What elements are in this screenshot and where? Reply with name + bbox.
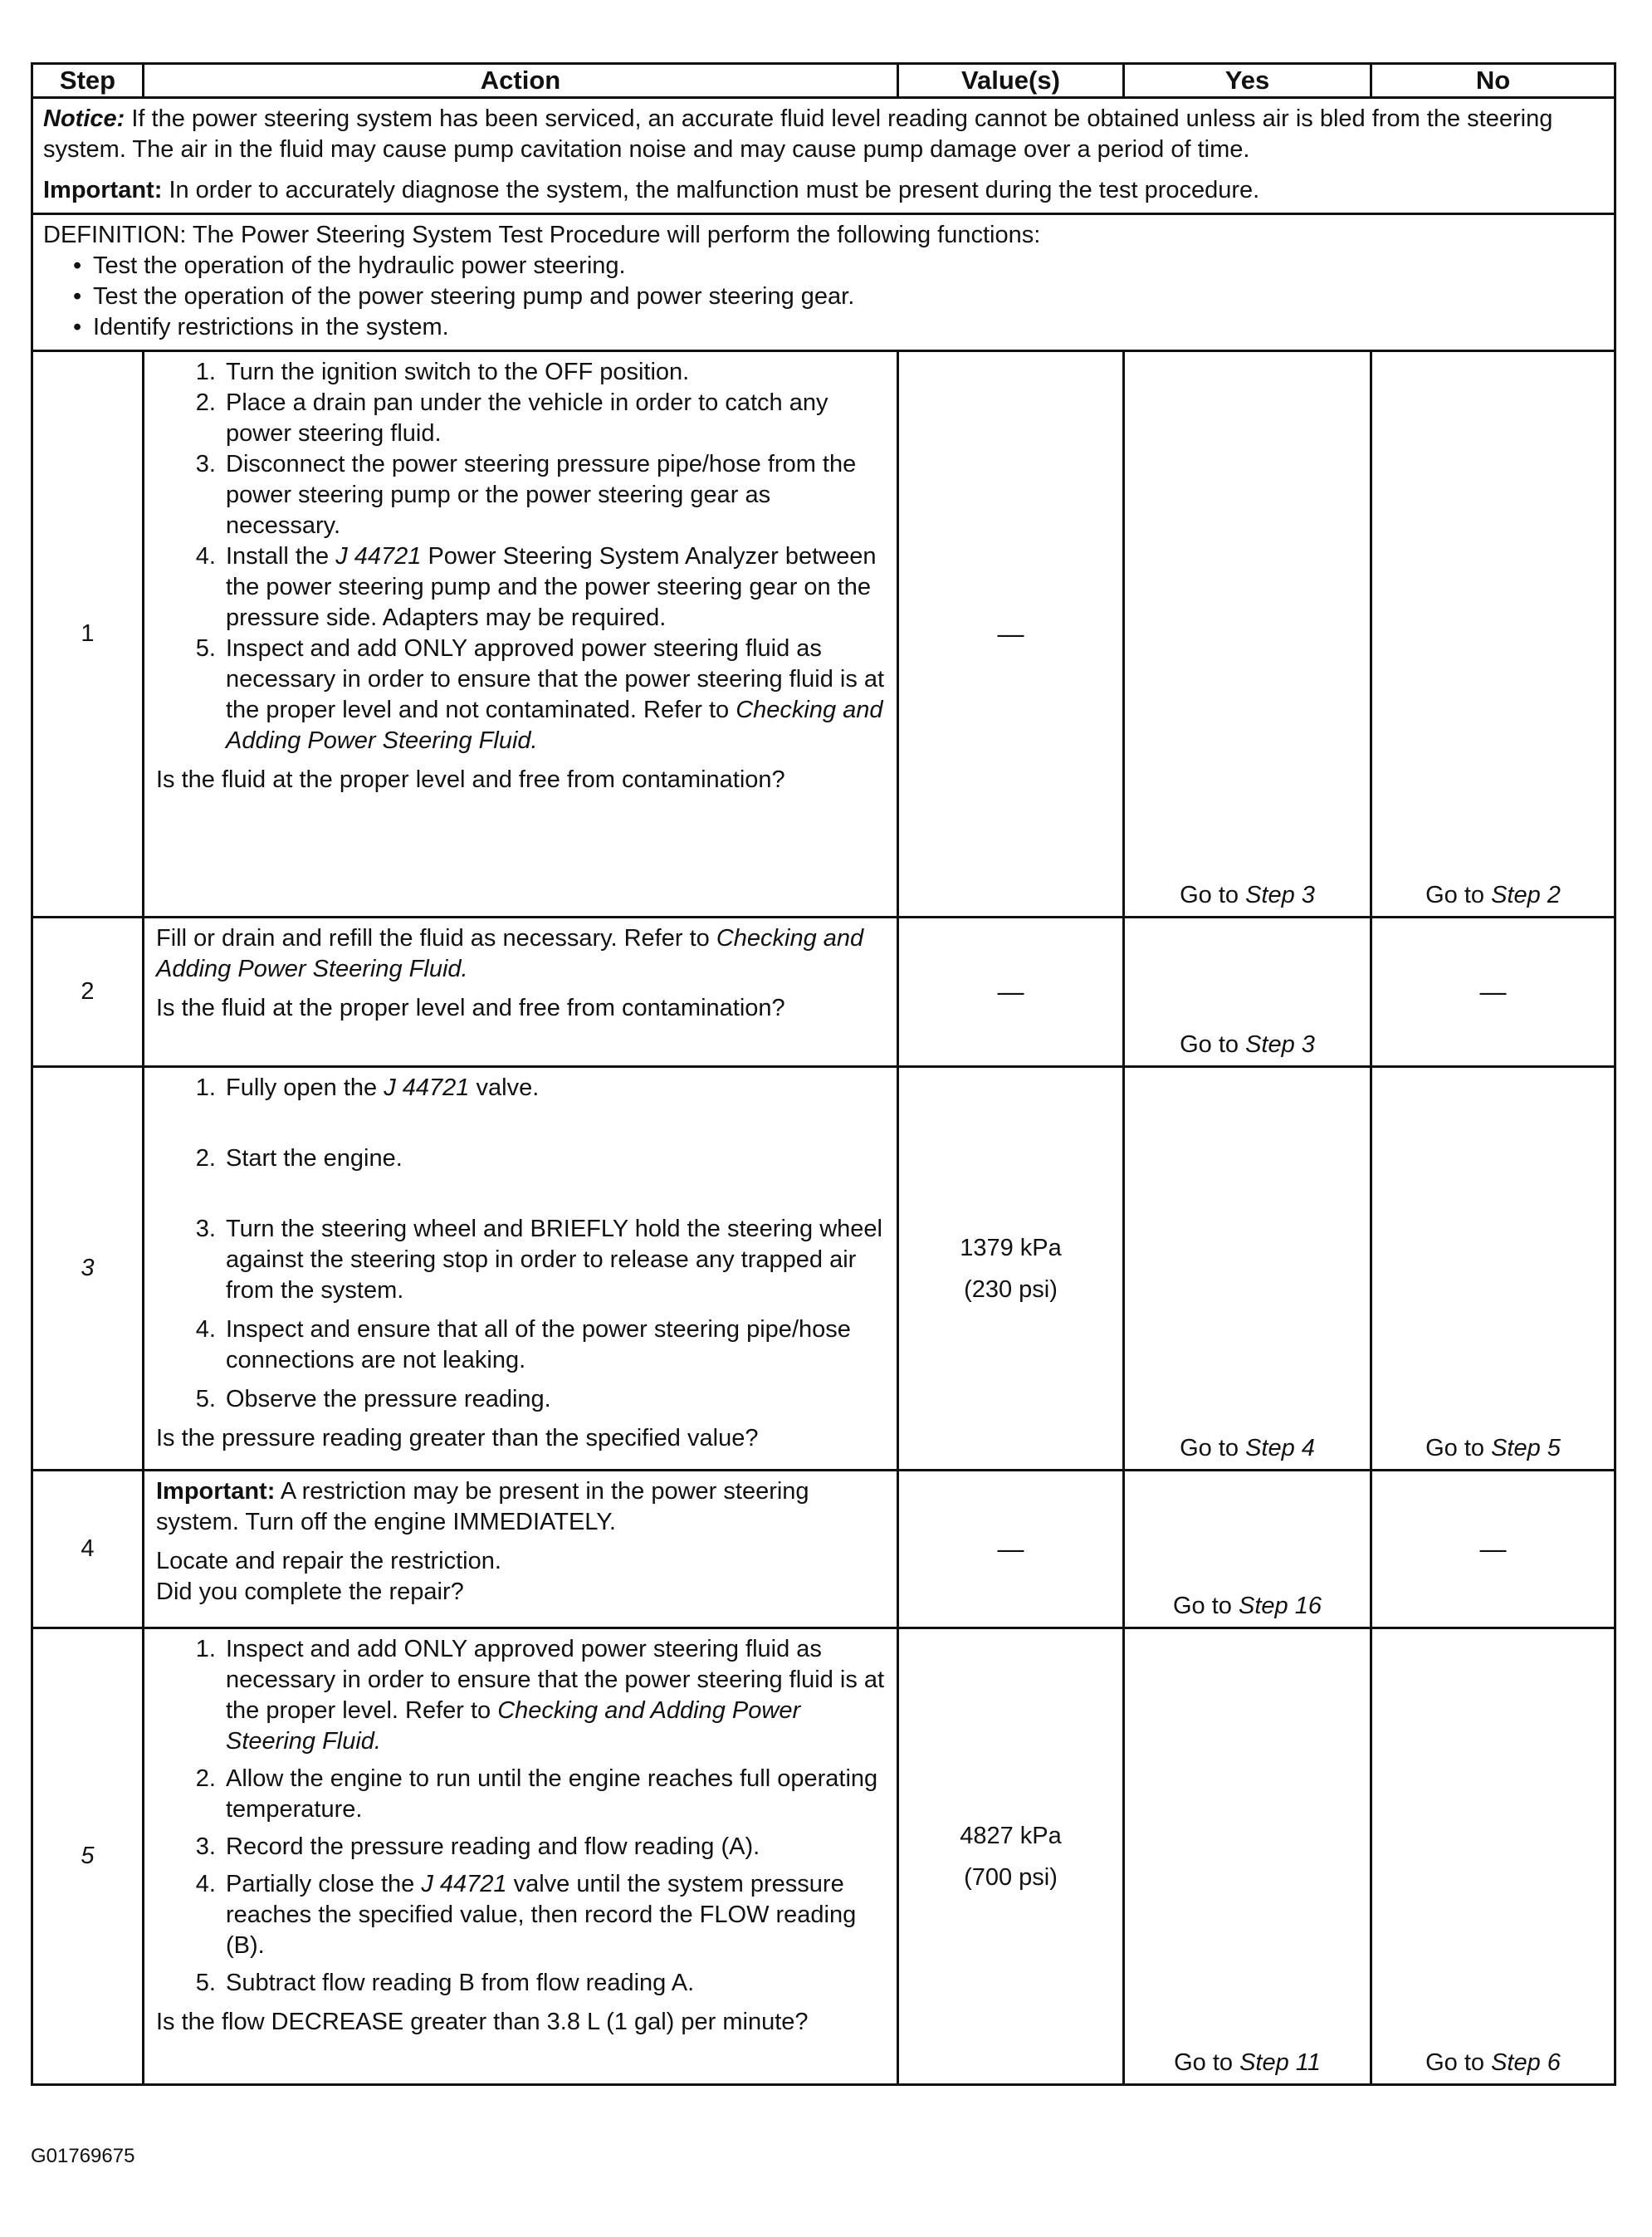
result-text: Go to [1425, 882, 1485, 908]
step-action [144, 1628, 898, 2085]
step-reference: Step 4 [1245, 1435, 1315, 1461]
instruction: 5. Observe the pressure reading. [222, 1384, 885, 1415]
instruction [222, 541, 885, 634]
important-label: Important: [43, 177, 163, 203]
step-instructions [156, 1634, 885, 1999]
definition-list [43, 251, 1604, 343]
instruction: 3. Record the pressure reading and flow reading (A). [222, 1832, 885, 1863]
definition-item: • Test the operation of the power steering pump and power steering gear. [93, 281, 1604, 312]
instruction: 2. Place a drain pan under the vehicle in order to catch any power steering fluid. [222, 388, 885, 449]
yes-result [1124, 918, 1371, 1067]
procedure-reference: Checking and Adding Power Steering Fluid. [226, 697, 883, 754]
result-text: Go to [1174, 2049, 1234, 2076]
definition-intro: DEFINITION: The Power Steering System Test Procedure will perform the following functions: [43, 222, 1041, 248]
instruction [222, 1073, 885, 1104]
instruction-text: Partially close the [226, 1871, 415, 1897]
step-row-5 [32, 1628, 1615, 2085]
value-dash: — [1479, 976, 1507, 1006]
step-row-1 [32, 351, 1615, 918]
yes-result [1124, 1067, 1371, 1471]
instruction [222, 1869, 885, 1961]
definition-item: • Identify restrictions in the system. [93, 312, 1604, 343]
instruction: 3. Disconnect the power steering pressure pipe/hose from the power steering pump or the power steering gear as necessary. [222, 449, 885, 541]
step-question: Is the fluid at the proper level and free from contamination? [156, 766, 785, 793]
step-reference: Step 3 [1245, 882, 1315, 908]
step-reference: Step 5 [1491, 1435, 1561, 1461]
header-yes: Yes [1124, 64, 1371, 98]
figure-id: G01769675 [31, 2145, 135, 2167]
step-question: Is the flow DECREASE greater than 3.8 L (1 gal) per minute? [156, 2009, 809, 2035]
result-text: Go to [1425, 1435, 1485, 1461]
step-action [144, 918, 898, 1067]
result-text: Go to [1425, 2049, 1485, 2076]
instruction: 2. Allow the engine to run until the engine reaches full operating temperature. [222, 1764, 885, 1825]
step-number: 5 [32, 1628, 144, 2085]
step-number: 1 [32, 351, 144, 918]
important-paragraph [43, 175, 1604, 206]
step-important [156, 1476, 885, 1538]
header-no: No [1371, 64, 1615, 98]
result-text: Go to [1173, 1593, 1232, 1619]
step-reference: Step 6 [1491, 2049, 1561, 2076]
step-reference: Step 16 [1239, 1593, 1322, 1619]
step-number: 4 [32, 1471, 144, 1628]
definition-row [32, 214, 1615, 351]
yes-result [1124, 351, 1371, 918]
diagnostic-table [31, 62, 1616, 2086]
definition-cell [32, 214, 1615, 351]
procedure-reference: Checking and Adding Power Steering Fluid. [156, 925, 864, 982]
step-reference: Step 2 [1491, 882, 1561, 908]
instruction: 3. Turn the steering wheel and BRIEFLY hold the steering wheel against the steering stop in order to release any trapped air from the system. [222, 1214, 885, 1306]
step-value [898, 1471, 1124, 1628]
value-imperial: (700 psi) [964, 1863, 1058, 1891]
notice-cell [32, 98, 1615, 214]
instruction-text: Power Steering System Analyzer between the power steering pump and the power steering gear on the pressure side. Adapters may be required. [226, 543, 877, 631]
no-result [1371, 351, 1615, 918]
step-value [898, 1067, 1124, 1471]
value-dash: — [997, 1533, 1024, 1564]
instruction: 5. Subtract flow reading B from flow reading A. [222, 1968, 885, 1999]
step-value [898, 1628, 1124, 2085]
value-metric: 1379 kPa [960, 1234, 1062, 1261]
notice-text: If the power steering system has been serviced, an accurate fluid level reading cannot be obtained unless air is bled from the steering system. The air in the fluid may cause pump cavitation noise and may cause pump damage over a period of time. [43, 105, 1553, 163]
instruction-text: Fill or drain and refill the fluid as necessary. Refer to [156, 925, 710, 952]
header-row [32, 64, 1615, 98]
result-text: Go to [1180, 882, 1239, 908]
no-result [1371, 1067, 1615, 1471]
step-instructions [156, 357, 885, 756]
instruction-text: Install the [226, 543, 330, 570]
result-text: Go to [1180, 1435, 1239, 1461]
value-dash: — [997, 618, 1024, 649]
yes-result [1124, 1628, 1371, 2085]
step-question: Did you complete the repair? [156, 1579, 464, 1605]
instruction-text: Inspect and add ONLY approved power steering fluid as necessary in order to ensure that the power steering fluid is at the proper level and not contaminated. Refer to [226, 635, 885, 723]
step-question: Is the pressure reading greater than the specified value? [156, 1425, 759, 1451]
result-text: Go to [1180, 1031, 1239, 1058]
instruction: 2. Start the engine. [222, 1143, 885, 1174]
instruction-text: A restriction may be present in the power steering system. Turn off the engine IMMEDIATELY. [156, 1478, 809, 1535]
no-result [1371, 918, 1615, 1067]
value-metric: 4827 kPa [960, 1822, 1062, 1849]
notice-paragraph [43, 104, 1604, 165]
step-text: Locate and repair the restriction. [156, 1548, 501, 1574]
step-action [144, 1471, 898, 1628]
step-reference: Step 11 [1239, 2049, 1321, 2076]
step-value [898, 351, 1124, 918]
step-question: Is the fluid at the proper level and free from contamination? [156, 995, 785, 1021]
step-action [144, 1067, 898, 1471]
instruction-text: valve until the system pressure reaches the specified value, then record the FLOW reading (B). [226, 1871, 857, 1959]
step-reference: Step 3 [1245, 1031, 1315, 1058]
procedure-reference: Checking and Adding Power Steering Fluid. [226, 1697, 801, 1755]
no-result [1371, 1471, 1615, 1628]
instruction-text: Inspect and add ONLY approved power steering fluid as necessary in order to ensure that the power steering fluid is at the proper level. Refer to [226, 1636, 885, 1724]
tool-number: J 44721 [384, 1074, 470, 1101]
important-text: In order to accurately diagnose the system, the malfunction must be present during the test procedure. [169, 177, 1260, 203]
value-dash: — [997, 976, 1024, 1006]
step-instructions [156, 1073, 885, 1415]
header-values: Value(s) [898, 64, 1124, 98]
step-row-3 [32, 1067, 1615, 1471]
instruction-text: Fully open the [226, 1074, 378, 1101]
header-step: Step [32, 64, 144, 98]
definition-item: • Test the operation of the hydraulic power steering. [93, 251, 1604, 281]
step-row-4 [32, 1471, 1615, 1628]
notice-row [32, 98, 1615, 214]
value-imperial: (230 psi) [964, 1275, 1058, 1303]
notice-label: Notice: [43, 105, 125, 132]
instruction [222, 634, 885, 756]
instruction: 1. Turn the ignition switch to the OFF position. [222, 357, 885, 388]
step-row-2 [32, 918, 1615, 1067]
header-action: Action [144, 64, 898, 98]
tool-number: J 44721 [421, 1871, 507, 1897]
instruction: 4. Inspect and ensure that all of the power steering pipe/hose connections are not leaking. [222, 1314, 885, 1376]
step-value [898, 918, 1124, 1067]
step-text [156, 923, 885, 985]
step-action [144, 351, 898, 918]
step-number: 3 [32, 1067, 144, 1471]
tool-number: J 44721 [335, 543, 422, 570]
instruction-text: valve. [476, 1074, 540, 1101]
important-label: Important: [156, 1478, 276, 1505]
step-number: 2 [32, 918, 144, 1067]
value-dash: — [1479, 1533, 1507, 1564]
instruction [222, 1634, 885, 1757]
yes-result [1124, 1471, 1371, 1628]
no-result [1371, 1628, 1615, 2085]
